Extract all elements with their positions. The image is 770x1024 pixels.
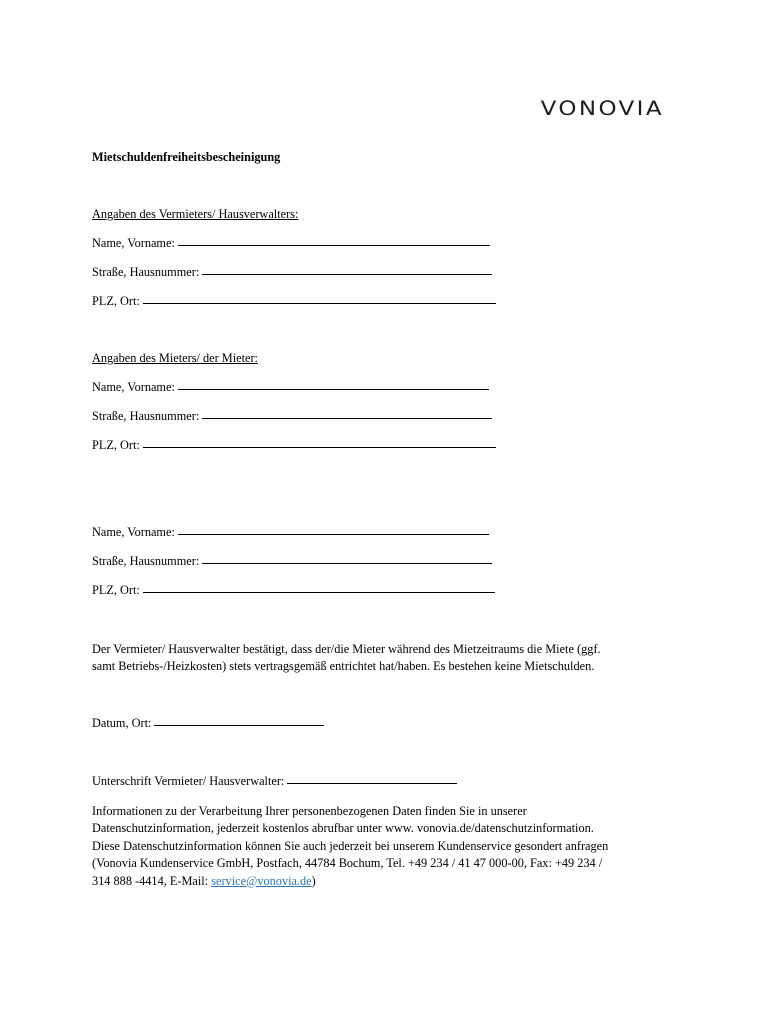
landlord-street-line[interactable] [202,273,492,275]
landlord-city-line[interactable] [143,302,496,304]
date-field[interactable] [92,716,324,731]
email-link[interactable]: service@vonovia.de [211,873,312,888]
tenant-street-label: Straße, Hausnummer: [92,409,200,423]
landlord-name-line[interactable] [178,244,490,246]
signature-line[interactable] [287,782,457,784]
vonovia-logo: VONOVIA [540,98,664,121]
tenant-city-label: PLZ, Ort: [92,438,140,452]
tenant-city-field[interactable] [92,438,496,453]
date-label: Datum, Ort: [92,716,152,730]
tenant2-name-field[interactable] [92,525,489,540]
confirmation-line-2: samt Betriebs-/Heizkosten) stets vertragsgemäß entrichtet hat/haben. Es bestehen keine Mietschulden. [92,659,595,674]
signature-label: Unterschrift Vermieter/ Hausverwalter: [92,774,285,788]
info-line-2: Datenschutzinformation, jederzeit kostenlos abrufbar unter www. vonovia.de/datenschutzinformation. [92,821,594,836]
tenant-city-line[interactable] [143,446,496,448]
landlord-city-field[interactable] [92,294,496,309]
confirmation-line-1: Der Vermieter/ Hausverwalter bestätigt, dass der/die Mieter während des Mietzeitraums die Miete (ggf. [92,642,601,656]
landlord-street-label: Straße, Hausnummer: [92,265,200,279]
document-title: Mietschuldenfreiheitsbescheinigung [92,150,281,164]
tenant2-street-label: Straße, Hausnummer: [92,554,200,568]
tenant2-street-field[interactable] [92,554,492,569]
date-line[interactable] [154,724,324,726]
tenant-street-line[interactable] [202,417,492,419]
privacy-info-paragraph [92,803,692,890]
info-line-4: (Vonovia Kundenservice GmbH, Postfach, 44784 Bochum, Tel. +49 234 / 41 47 000-00, Fax: +49 234 / [92,856,603,871]
info-line-1: Informationen zu der Verarbeitung Ihrer personenbezogenen Daten finden Sie in unserer [92,804,527,818]
landlord-street-field[interactable] [92,265,492,280]
tenant2-city-field[interactable] [92,583,495,598]
signature-field[interactable] [92,774,457,789]
tenant2-name-label: Name, Vorname: [92,525,175,539]
tenant2-street-line[interactable] [202,562,492,564]
info-line-5-suffix: ) [311,873,316,888]
tenant-name-label: Name, Vorname: [92,380,175,394]
confirmation-paragraph [92,641,692,676]
landlord-city-label: PLZ, Ort: [92,294,140,308]
tenant-heading: Angaben des Mieters/ der Mieter: [92,351,258,365]
tenant-street-field[interactable] [92,409,492,424]
landlord-name-label: Name, Vorname: [92,236,175,250]
tenant-name-field[interactable] [92,380,489,395]
info-line-5-prefix: 314 888 -4414, E-Mail: [92,873,212,888]
tenant2-city-line[interactable] [143,591,495,593]
tenant-name-line[interactable] [178,388,489,390]
info-line-3: Diese Datenschutzinformation können Sie auch jederzeit bei unserem Kundenservice gesondert anfragen [92,838,609,853]
tenant2-name-line[interactable] [178,533,489,535]
info-line-5 [92,873,692,890]
landlord-name-field[interactable] [92,236,490,251]
tenant2-city-label: PLZ, Ort: [92,583,140,597]
landlord-heading: Angaben des Vermieters/ Hausverwalters: [92,207,299,221]
